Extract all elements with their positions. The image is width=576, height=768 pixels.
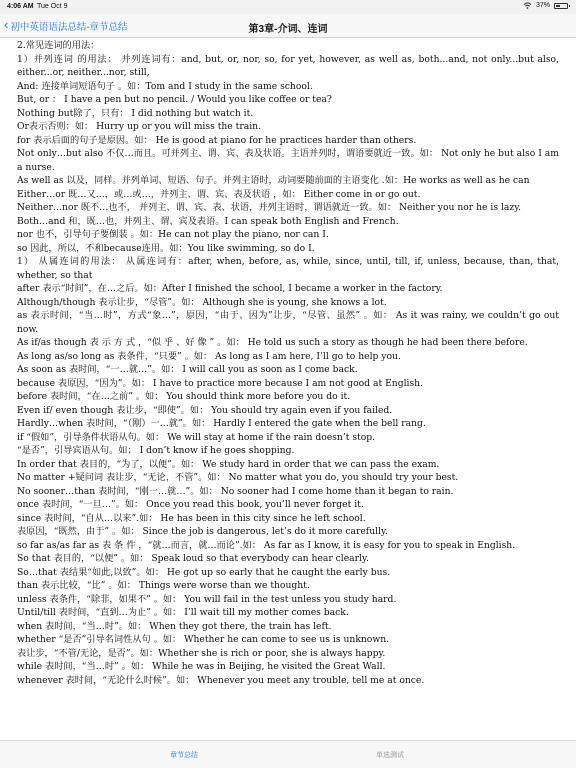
content-line: while 表时间，“当…时” 。如： While he was in Beijing, he visited the Great Wall. [17, 661, 386, 672]
content-line: No sooner…than 表时间，“刚一…就…”。如： No sooner had I come home than it began to rain. [17, 485, 454, 497]
content-line: as 表示时间，“当…时”，方式“象…”，原因，“由于、因为”让步，“尽管、虽然” 。如： As it was rainy, we couldn’t go out now. [17, 310, 559, 335]
content-line: whenever 表时间，“无论什么时候”。如： Whenever you meet any trouble, tell me at once. [17, 674, 425, 686]
navigation-bar [0, 14, 576, 38]
content-line: because 表原因，“因为”。如： I have to practice more because I am not good at English. [17, 377, 424, 389]
content-line: Until/till 表时间，“直到…为止” 。如： I’ll wait till my mother comes back. [17, 607, 349, 618]
content-line: But, or ： I have a pen but no pencil. / Would you like coffee or tea? [17, 94, 332, 105]
content-line: since 表时间，“自从…以来”.如： He has been in this city since he left school. [17, 512, 366, 524]
content-line: As well as 以及，同样。并列单词、短语、句子。并列主语时，动词要随前面的主语变化 .如：He works as well as he can [17, 175, 530, 186]
content-line: 表让步，“不管/无论，是否”。如：Whether she is rich or poor, she is always happy. [17, 647, 386, 659]
status-time: 4:06 AM [7, 3, 34, 10]
content-line: No matter +疑问词 表让步，“无论，不管”。如： No matter what you do, you should try your best. [17, 472, 459, 483]
back-button-label: 初中英语语法总结-章节总结 [10, 22, 128, 33]
content-line: nor 也不，引导句子要倒装 。如：He can not play the piano, nor can I. [17, 229, 329, 240]
content-line: Hardly…when 表时间，“（刚）一…就”。如： Hardly I entered the gate when the bell rang. [17, 418, 426, 429]
content-line: Nothing but除了，只有： I did nothing but watch it. [17, 107, 254, 119]
page-title: 第3章-介词、连词 [248, 24, 328, 35]
content-line: As soon as 表时间，“一…就…”。如： I will call you as soon as I come back. [17, 364, 358, 375]
content-line: Neither…nor 既不…也不， 并列主、谓、宾、表、状语，并列主语时，谓语就近一致。如： Neither you nor he is lazy. [17, 202, 522, 213]
content-line: once 表时间，“一旦…”。如： Once you read this book, you’ll never forget it. [17, 499, 364, 510]
content-line: “是否”，引导宾语从句。如； I don’t know if he goes shopping. [17, 445, 295, 456]
tab-bar [0, 740, 576, 768]
content-line: than 表示比较，“比” 。如： Things were worse than we thought. [17, 580, 310, 591]
battery-fill [556, 5, 560, 7]
content-line: after 表示“时间”，在…之后。如：After I finished the school, I became a worker in the factory. [17, 283, 443, 294]
content-line: before 表时间，“在…之前” 。如： You should think more before you do it. [17, 391, 351, 402]
tab-chapter-summary[interactable]: 章节总结 [170, 752, 198, 759]
content-line: unless 表条件，“除非，如果不” 。如： You will fail in the test unless you study hard. [17, 593, 397, 605]
content-line: Although/though 表示让步，“尽管”。如： Although she is young, she knows a lot. [17, 296, 387, 308]
content-line: when 表时间，“当…时”。如： When they got there, the train has left. [17, 620, 332, 632]
status-right [523, 2, 568, 9]
content-line: so far as/as far as 表 条 件 ，“就…而言，就…而论”.如： As far as I know, it is easy for you to speak in English. [17, 539, 516, 551]
content-line: As if/as though 表 示 方 式 ，“似 乎 、好 像 ” 。如： He told us such a story as though he had been there before. [17, 337, 528, 348]
content-line: for 表示后面的句子是原因。如： He is good at piano for he practices harder than others. [17, 134, 417, 146]
content-line: As long as/so long as 表条件，“只要” 。如： As long as I am here, I’ll go to help you. [17, 350, 401, 362]
battery-icon [554, 3, 568, 9]
content-line: so 因此，所以，不和because连用。如：You like swimming, so do I. [17, 242, 315, 254]
content-line: whether “是否”引导名词性从句 。如： Whether he can come to see us is unknown. [17, 634, 390, 645]
content-line: And: 连接单词短语句子 。如：Tom and I study in the same school. [17, 80, 313, 92]
status-bar [0, 0, 576, 14]
content-line: 1）并列连词 的用法： 并列连词有：and, but, or, nor, so, for yet, however, as well as, both...and, not only...but also, either...or, neither...nor, still, [17, 53, 559, 78]
status-date: Tue Oct 9 [37, 3, 68, 10]
content-text [17, 39, 559, 739]
content-line: Either…or 既…又…，或…或…，并列主、谓、宾、表及状语 ，如： Either come in or go out. [17, 188, 421, 200]
content-line: In order that 表目的，“为了，以便”。如： We study hard in order that we can pass the exam. [17, 458, 440, 470]
content-line: 表原因，“既然，由于” 。如： Since the job is dangerous, let’s do it more carefully. [17, 526, 388, 537]
battery-percent: 37% [535, 2, 550, 9]
content-line: if “假如”，引导条件状语从句。如： We will stay at home if the rain doesn’t stop. [17, 431, 376, 443]
content-line: So that 表目的，“以便” 。如： Speak loud so that everybody can hear clearly. [17, 553, 369, 564]
wifi-icon [523, 2, 532, 9]
content-line: Not only…but also 不仅…而且。可并列主、谓、宾、表及状语。主语并列时，谓语要就近一致。如： Not only he but also I am a nurse. [17, 148, 559, 173]
chevron-left-icon: ‹ [4, 17, 9, 32]
content-line: 1） 从属连词的用法： 从属连词有：after, when, before, as, while, since, until, till, if, unless, because, than, that, whether, so that [17, 256, 559, 281]
content-line: Or表示否则：如： Hurry up or you will miss the train. [17, 121, 262, 132]
content-line: 2.常见连词的用法： [17, 40, 100, 51]
content-line: So…that 表结果“如此,以致”。如： He got up so early that he caught the early bus. [17, 566, 391, 578]
content-line: Even if/ even though 表让步，“即使”。如： You should try again even if you failed. [17, 404, 393, 416]
content-line: Both…and 和，既…也，并列主、谓、宾及表语。I can speak both English and French. [17, 215, 399, 227]
tab-single-choice-test[interactable]: 单选测试 [376, 752, 404, 759]
